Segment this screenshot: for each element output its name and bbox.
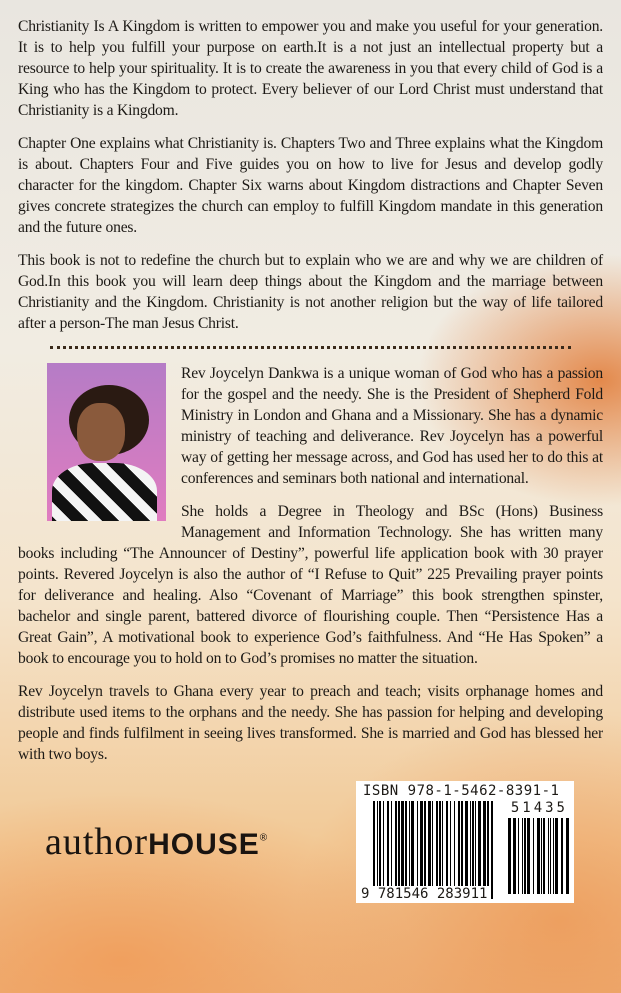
barcode-bar [391, 801, 392, 899]
barcode-bar [555, 818, 558, 894]
author-photo [47, 363, 166, 521]
barcode-bar [561, 818, 563, 894]
author-bio-paragraph-1: Rev Joycelyn Dankwa is a unique woman of God who has a passion for the gospel and the needy. She is the President of Shepherd Fold Ministry in London and Ghana and a Missionary. She has a dynamic ministry of teaching and deliverance. Rev Joycelyn has a powerful way of getting her message across, and God has used her to do this at conferences and seminars both national and international. [181, 365, 603, 487]
barcode-bar [373, 801, 375, 899]
barcode-bar [548, 818, 549, 894]
barcode-bar [524, 818, 526, 894]
registered-mark: ® [259, 832, 269, 844]
barcode-bar [401, 801, 404, 899]
barcode-bar [566, 818, 569, 894]
barcode-bar [491, 801, 493, 899]
barcode-bar [417, 801, 418, 899]
barcode-bar [424, 801, 426, 899]
dotted-divider [50, 346, 571, 349]
barcode-bar [487, 801, 489, 899]
logo-text: author [45, 821, 149, 863]
barcode-bar [461, 801, 463, 899]
barcode-bar [450, 801, 451, 899]
description-paragraph-1: Christianity Is A Kingdom is written to empower you and make you useful for your generation. It is to help you fulfill your purpose on earth.It is a not just an intellectual property but a resource to help your spirituality. It is to create the awareness in you that every child of God is a King who has the Kingdom to protect. Every believer of our Lord Christ must understand that Christianity is a Kingdom. [18, 18, 603, 119]
barcode-bar [550, 818, 551, 894]
barcode-bar [379, 801, 381, 899]
barcode-bar [446, 801, 448, 899]
barcode-bar [470, 801, 471, 899]
author-bio-section [18, 363, 603, 777]
barcode-bar [472, 801, 474, 899]
barcode-bar [478, 801, 481, 899]
barcode-bars-main [373, 801, 498, 899]
barcode-bar [537, 818, 540, 894]
barcode-bar [409, 801, 410, 899]
barcode-bar [420, 801, 423, 899]
logo-text-house: HOUSE [148, 828, 260, 861]
barcode-bar [436, 801, 438, 899]
barcode-bar [428, 801, 431, 899]
publisher-logo [45, 820, 268, 864]
barcode-bar [383, 801, 384, 899]
author-bio-paragraph-2: She holds a Degree in Theology and BSc (Hons) Business Management and Information Technology. She has written many books including “The Announcer of Destiny”, powerful life application book with 30 prayer points. Revered Joycelyn is also the author of “I Refuse to Quit” 225 Prevailing prayer points for deliverance and healing. Also “Covenant of Marriage” this book strengthen spinster, bachelor and single parent, battered divorce of flourishing couple. Then “Persistence Has a Great Gain”, A motivational book to experience God’s faithfulness. And “He Has Spoken” a book to encourage you to hold on to God’s promises no matter the situation. [18, 503, 603, 667]
barcode-bar [527, 818, 530, 894]
barcode-bar [398, 801, 400, 899]
barcode-bar [522, 818, 523, 894]
barcode-bar [377, 801, 378, 899]
barcode-bar [405, 801, 407, 899]
barcode-bar [543, 818, 545, 894]
ean-number: 9 781546 283911 [361, 886, 488, 902]
barcode-bar [411, 801, 414, 899]
price-code: 51435 [510, 800, 568, 816]
barcode-bar [465, 801, 468, 899]
isbn-text: ISBN 978-1-5462-8391-1 [363, 783, 560, 799]
barcode-bar [475, 801, 476, 899]
barcode-bar [533, 818, 534, 894]
barcode-bar [387, 801, 389, 899]
barcode-bar [432, 801, 433, 899]
cover-footer [18, 781, 603, 903]
isbn-barcode [356, 781, 574, 903]
barcode-bar [553, 818, 554, 894]
barcode-bar [458, 801, 460, 899]
author-bio-paragraph-3: Rev Joycelyn travels to Ghana every year to preach and teach; visits orphanage homes and distribute used items to the orphans and the needy. She has passion for helping and developing people and finds fulfilment in seeing lives transformed. She is married and God has blessed her with two boys. [18, 683, 603, 763]
barcode-bar [439, 801, 441, 899]
barcode-bar [483, 801, 486, 899]
barcode-bar [513, 818, 516, 894]
description-paragraph-3: This book is not to redefine the church but to explain who we are and why we are children of God.In this book you will learn deep things about the Kingdom and the marriage between Christianity and the Kingdom. Christianity is not another religion but the way of life tailored after a person-The man Jesus Christ. [18, 252, 603, 332]
barcode-bar [518, 818, 519, 894]
barcode-bar [395, 801, 397, 899]
barcode-bar [541, 818, 542, 894]
barcode-bar [454, 801, 455, 899]
barcode-bar [508, 818, 511, 894]
description-paragraph-2: Chapter One explains what Christianity is. Chapters Two and Three explains what the Kingdom is about. Chapters Four and Five guides you on how to live for Jesus and develop godly character for the kingdom. Chapter Six warns about Kingdom distractions and Chapter Seven gives concrete strategizes the church can employ to fulfill Kingdom mandate in this generation and the future ones. [18, 135, 603, 236]
barcode-bars-addon [508, 818, 569, 894]
barcode-bar [442, 801, 443, 899]
